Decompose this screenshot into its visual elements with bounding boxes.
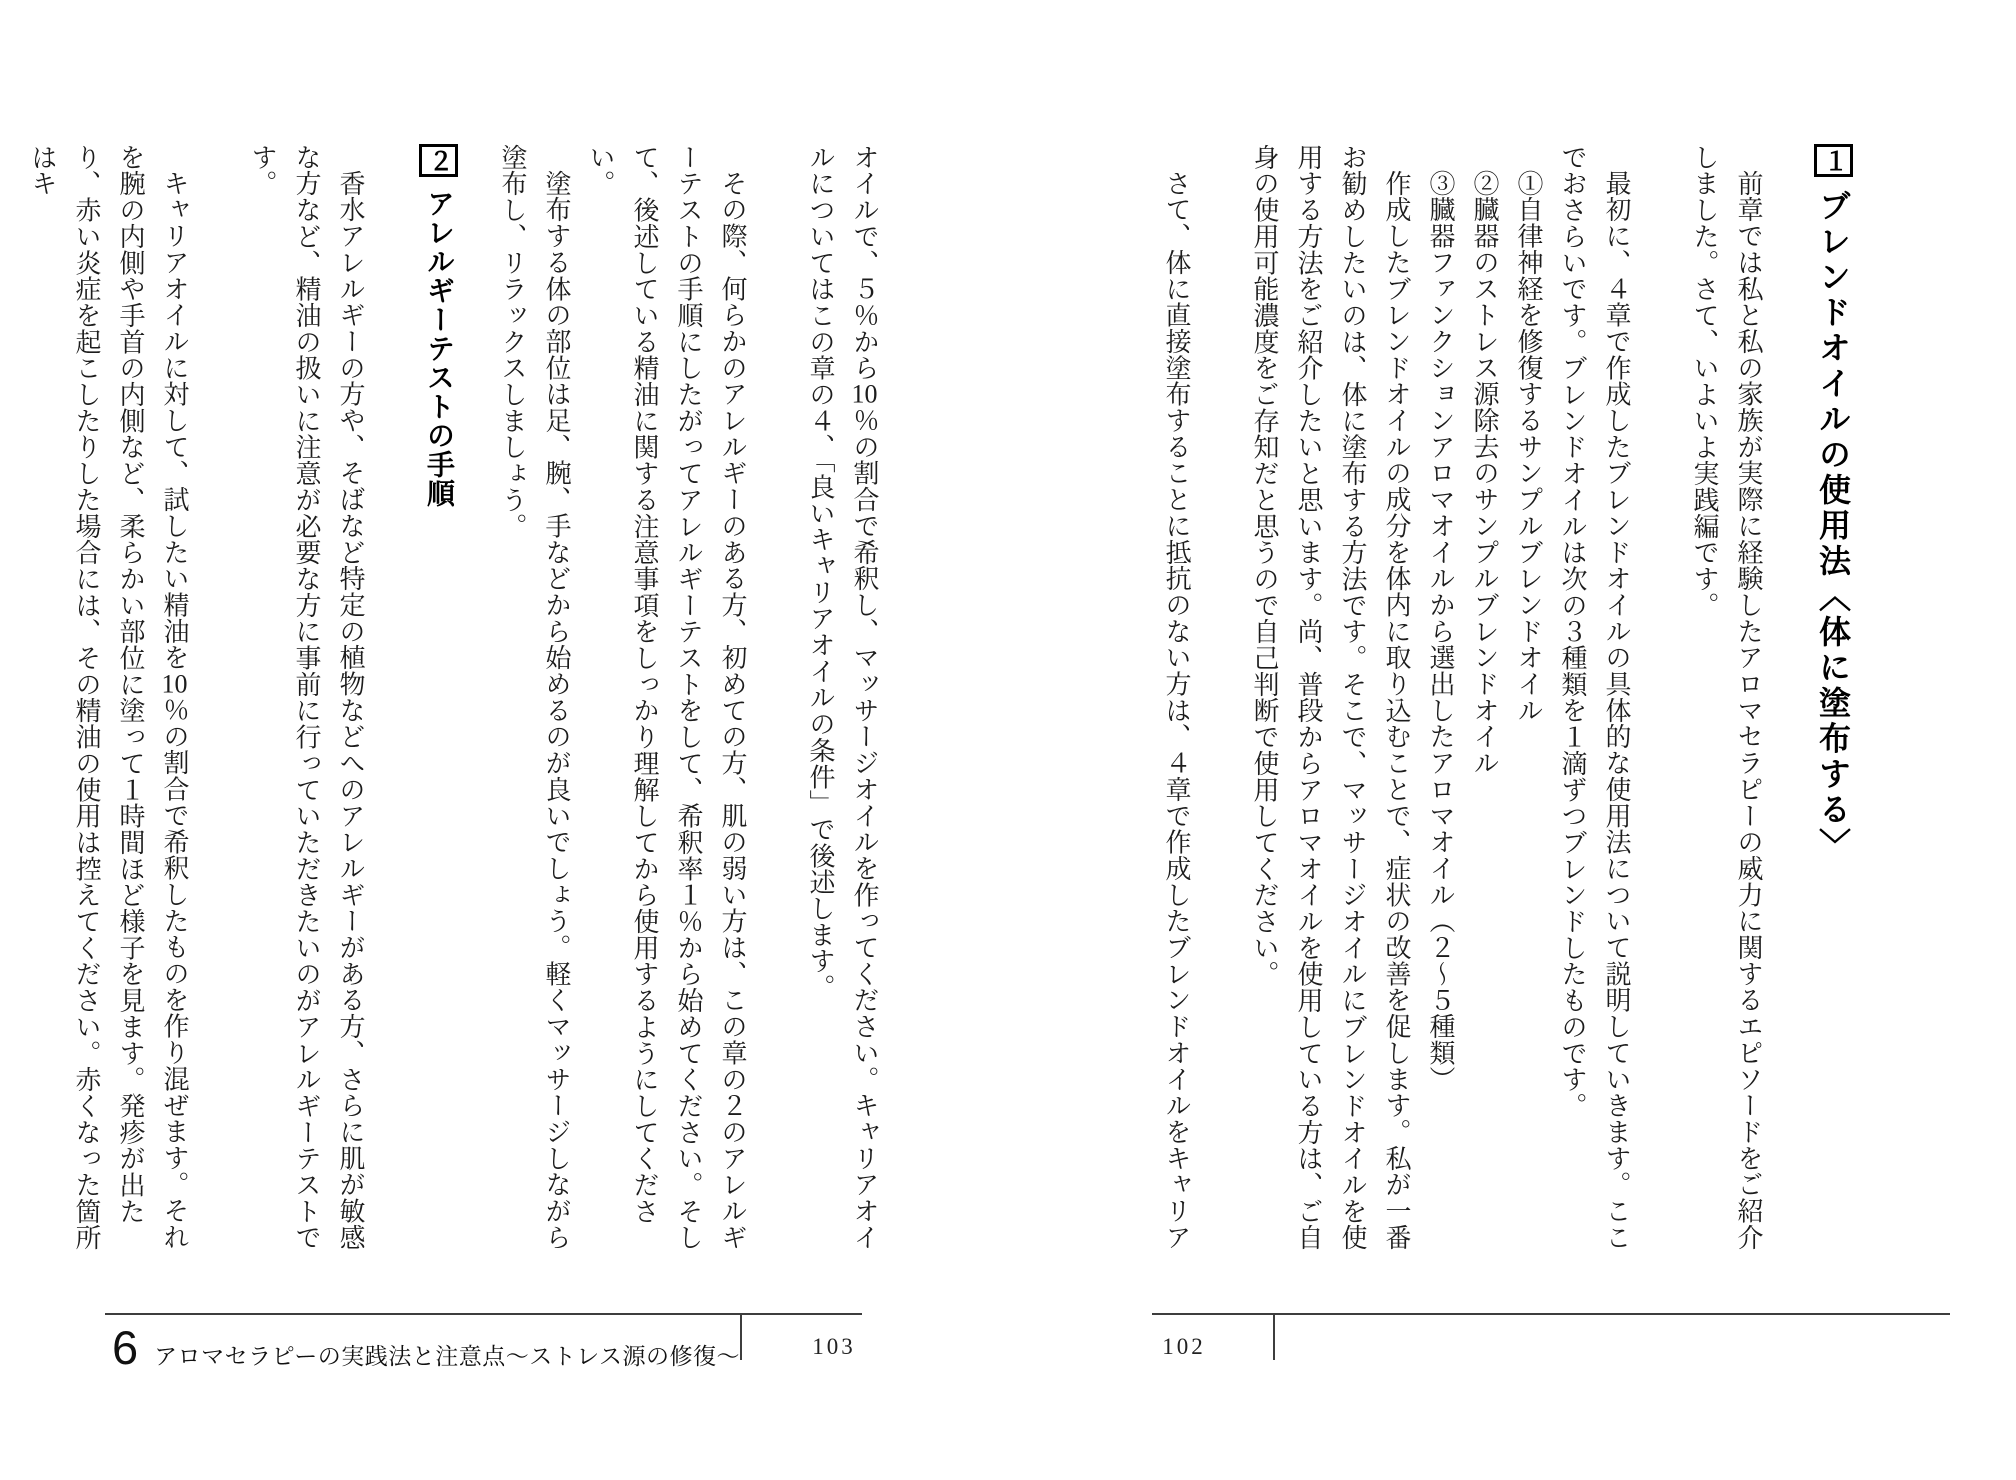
- footer-rule: [1152, 1313, 1950, 1315]
- paragraph: オイルで、５％から10％の割合で希釈し、マッサージオイルを作ってください。キャリアオイルについてはこの章の４、「良いキャリアオイルの条件」で後述します。: [806, 144, 879, 1251]
- right-page-body: [1154, 144, 1862, 1254]
- page-number: 103: [812, 1334, 856, 1359]
- page-number: 102: [1162, 1334, 1206, 1359]
- footer-rule: [105, 1313, 862, 1315]
- paragraph: キャリアオイルに対して、試したい精油を10％の割合で希釈したものを作り混ぜます。それを腕の内側や手首の内側など、柔らかい部位に塗って１時間ほど様子を見ます。発疹が出たり、赤い炎症を起こしたりした場合には、その精油の使用は控えてください。赤くなった箇所はキ: [28, 144, 189, 1251]
- section-2-number-box: ２: [419, 144, 458, 177]
- paragraph: 作成したブレンドオイルの成分を体内に取り込むことで、症状の改善を促します。私が一番お勧めしたいのは、体に塗布する方法です。そこで、マッサージオイルにブレンドオイルを使用する方法をご紹介したいと思います。尚、普段からアロマオイルを使用している方は、ご自身の使用可能濃度をご存知だと思うので自己判断で使用してください。: [1250, 144, 1411, 1251]
- section-1-number-box: １: [1814, 144, 1853, 177]
- left-page-body: [20, 144, 886, 1254]
- chapter-title: アロマセラピーの実践法と注意点〜ストレス源の修復〜: [154, 1343, 741, 1369]
- running-footer: [112, 1321, 741, 1374]
- list-item: ③臓器ファンクションアロマオイルから選出したアロマオイル（２〜５種類）: [1426, 170, 1455, 1093]
- section-2-title: アレルギーテストの手順: [423, 189, 454, 508]
- paragraph: 塗布する体の部位は足、腕、手などから始めるのが良いでしょう。軽くマッサージしながら塗布し、リラックスしましょう。: [498, 144, 571, 1251]
- chapter-section-1-heading: [1804, 144, 1862, 1254]
- paragraph: その際、何らかのアレルギーのある方、初めての方、肌の弱い方は、この章の２のアレルギーテストの手順にしたがってアレルギーテストをして、希釈率１％から始めてください。そして、後述している精油に関する注意事項をしっかり理解してから使用するようにしてください。: [586, 144, 747, 1251]
- section-1-title: ブレンドオイルの使用法〈体に塗布する〉: [1815, 189, 1851, 864]
- chapter-number: 6: [112, 1321, 139, 1374]
- list-item: ①自律神経を修復するサンプルブレンドオイル: [1514, 170, 1543, 724]
- paragraph: 前章では私と私の家族が実際に経験したアロマセラピーの威力に関するエピソードをご紹介しました。さて、いよいよ実践編です。: [1690, 144, 1763, 1251]
- footer-divider-tick: [740, 1313, 742, 1360]
- paragraph: 最初に、４章で作成したブレンドオイルの具体的な使用法について説明していきます。ここでおさらいです。ブレンドオイルは次の３種類を１滴ずつブレンドしたものです。: [1558, 144, 1631, 1251]
- paragraph: さて、体に直接塗布することに抵抗のない方は、４章で作成したブレンドオイルをキャリア: [1162, 170, 1191, 1251]
- footer-divider-tick: [1273, 1313, 1275, 1360]
- section-2-heading: [410, 144, 466, 1254]
- list-item: ②臓器のストレス源除去のサンプルブレンドオイル: [1470, 170, 1499, 777]
- paragraph: 香水アレルギーの方や、そばなど特定の植物などへのアレルギーがある方、さらに肌が敏感な方など、精油の扱いに注意が必要な方に事前に行っていただきたいのがアレルギーテストです。: [248, 144, 365, 1251]
